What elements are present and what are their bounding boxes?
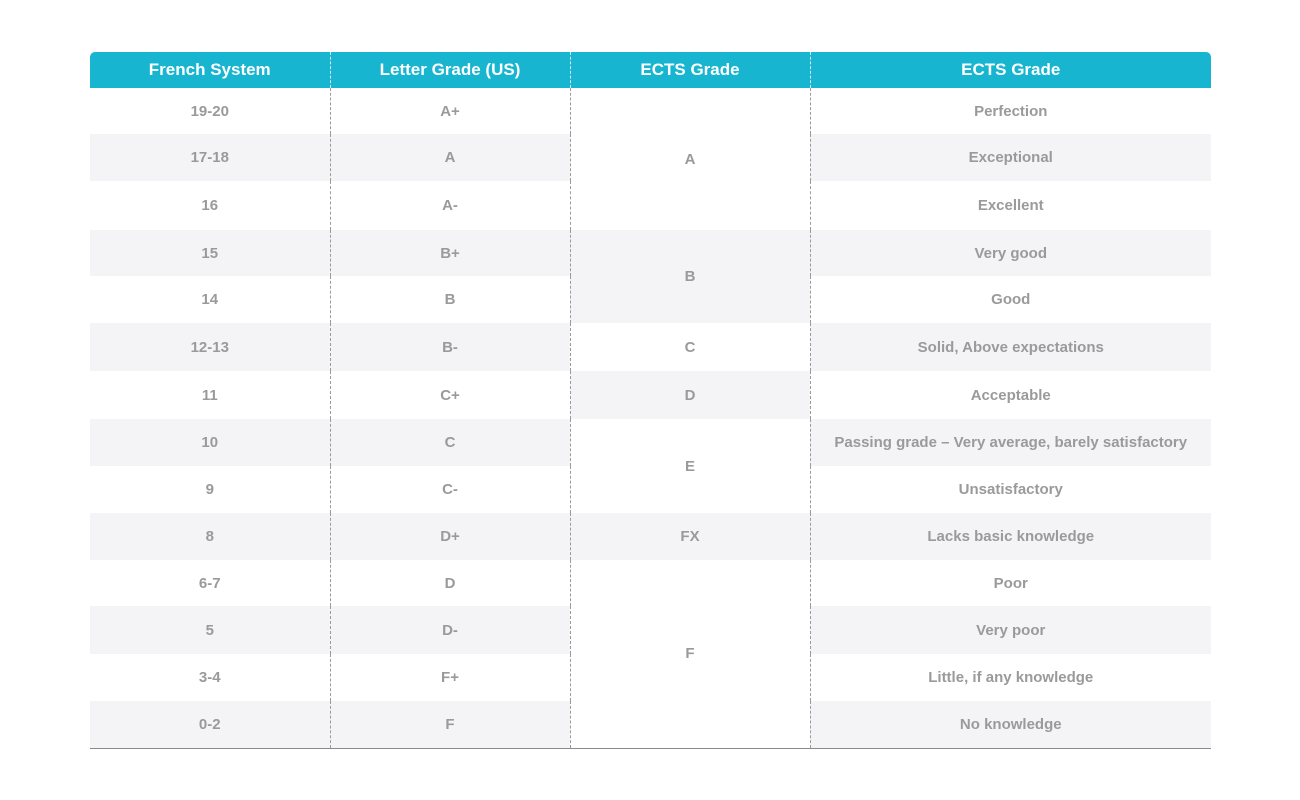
table-header-row — [90, 52, 1211, 88]
ects-grade-cell: FX — [570, 513, 810, 560]
grade-conversion-table — [90, 52, 1211, 749]
french-grade-cell: 6-7 — [90, 560, 330, 606]
ects-grade-cell: D — [570, 371, 810, 419]
french-grade-cell: 3-4 — [90, 654, 330, 701]
french-grade-cell: 15 — [90, 230, 330, 276]
table-row — [90, 371, 1211, 419]
ects-grade-cell: B — [570, 230, 810, 323]
description-cell: Poor — [810, 560, 1211, 606]
french-grade-cell: 14 — [90, 276, 330, 323]
description-cell: Unsatisfactory — [810, 466, 1211, 513]
french-grade-cell: 17-18 — [90, 134, 330, 181]
letter-grade-cell: A+ — [330, 88, 570, 134]
header-french-system: French System — [90, 52, 330, 88]
french-grade-cell: 0-2 — [90, 701, 330, 748]
description-cell: No knowledge — [810, 701, 1211, 748]
letter-grade-cell: A — [330, 134, 570, 181]
french-grade-cell: 19-20 — [90, 88, 330, 134]
letter-grade-cell: F — [330, 701, 570, 748]
ects-grade-cell: E — [570, 419, 810, 513]
table-row — [90, 513, 1211, 560]
letter-grade-cell: B+ — [330, 230, 570, 276]
description-cell: Lacks basic knowledge — [810, 513, 1211, 560]
letter-grade-cell: D — [330, 560, 570, 606]
letter-grade-cell: B — [330, 276, 570, 323]
table-row — [90, 88, 1211, 134]
ects-grade-cell: A — [570, 88, 810, 230]
french-grade-cell: 5 — [90, 606, 330, 654]
description-cell: Acceptable — [810, 371, 1211, 419]
french-grade-cell: 11 — [90, 371, 330, 419]
letter-grade-cell: D+ — [330, 513, 570, 560]
french-grade-cell: 9 — [90, 466, 330, 513]
letter-grade-cell: C — [330, 419, 570, 466]
french-grade-cell: 10 — [90, 419, 330, 466]
table-row — [90, 560, 1211, 606]
header-ects-description: ECTS Grade — [810, 52, 1211, 88]
description-cell: Good — [810, 276, 1211, 323]
french-grade-cell: 12-13 — [90, 323, 330, 371]
letter-grade-cell: B- — [330, 323, 570, 371]
table-row — [90, 419, 1211, 466]
french-grade-cell: 16 — [90, 181, 330, 230]
letter-grade-cell: A- — [330, 181, 570, 230]
ects-grade-cell: F — [570, 560, 810, 748]
table-row — [90, 230, 1211, 276]
table-row — [90, 323, 1211, 371]
header-ects-grade: ECTS Grade — [570, 52, 810, 88]
description-cell: Very poor — [810, 606, 1211, 654]
french-grade-cell: 8 — [90, 513, 330, 560]
description-cell: Passing grade – Very average, barely satisfactory — [810, 419, 1211, 466]
description-cell: Perfection — [810, 88, 1211, 134]
description-cell: Solid, Above expectations — [810, 323, 1211, 371]
letter-grade-cell: C+ — [330, 371, 570, 419]
description-cell: Very good — [810, 230, 1211, 276]
ects-grade-cell: C — [570, 323, 810, 371]
letter-grade-cell: C- — [330, 466, 570, 513]
letter-grade-cell: F+ — [330, 654, 570, 701]
letter-grade-cell: D- — [330, 606, 570, 654]
description-cell: Exceptional — [810, 134, 1211, 181]
description-cell: Little, if any knowledge — [810, 654, 1211, 701]
description-cell: Excellent — [810, 181, 1211, 230]
header-letter-grade: Letter Grade (US) — [330, 52, 570, 88]
